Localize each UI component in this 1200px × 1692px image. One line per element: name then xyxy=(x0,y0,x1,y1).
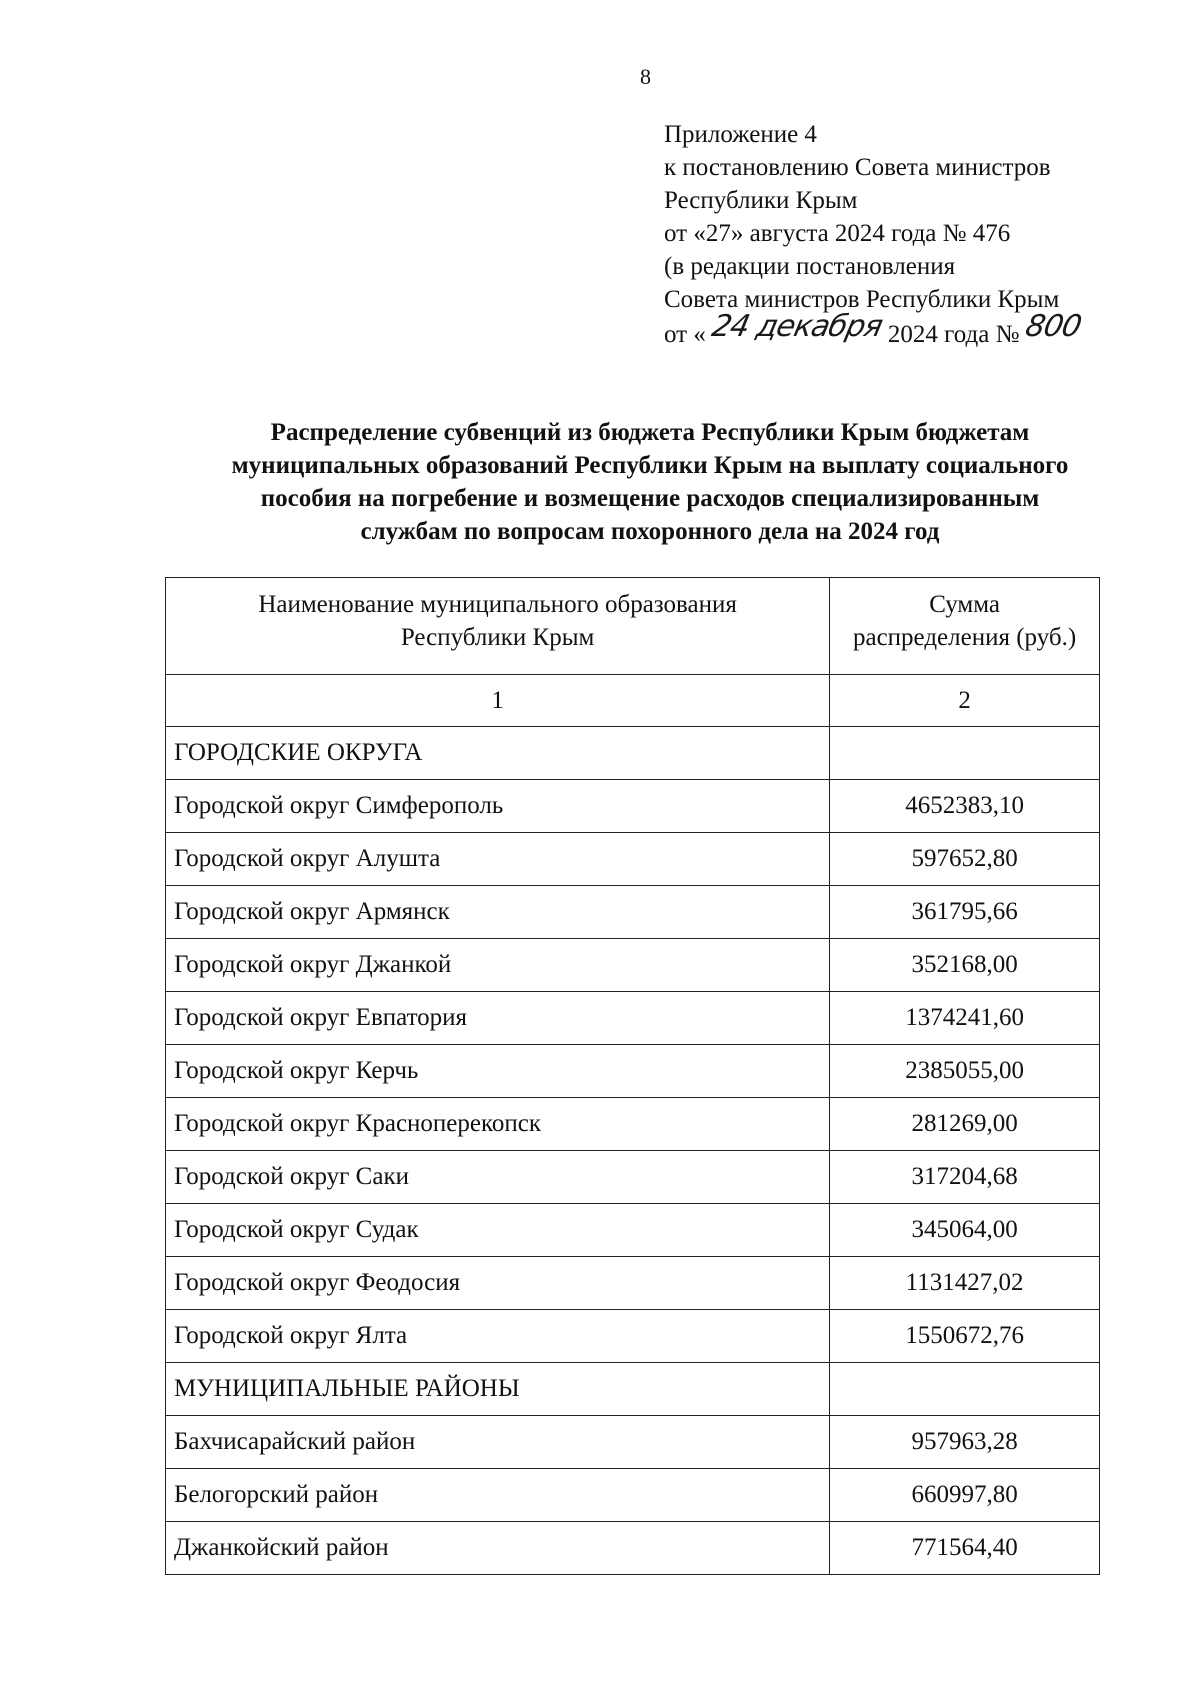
table-row xyxy=(166,1416,1100,1469)
row-name-cell: МУНИЦИПАЛЬНЫЕ РАЙОНЫ xyxy=(166,1363,830,1416)
table-row xyxy=(166,1151,1100,1204)
handwritten-date: 24 декабря xyxy=(708,309,886,344)
row-name-cell: Городской округ Евпатория xyxy=(166,992,830,1045)
annex-line-5: (в редакции постановления xyxy=(664,253,956,280)
column-number-row xyxy=(166,675,1100,727)
row-sum-cell: 660997,80 xyxy=(830,1469,1100,1522)
row-sum-cell: 1374241,60 xyxy=(830,992,1100,1045)
table-row xyxy=(166,1204,1100,1257)
title-line-3: пособия на погребение и возмещение расходов специализированным xyxy=(260,485,1040,512)
annex-line-4: от «27» августа 2024 года № 476 xyxy=(664,220,1011,247)
annex-line-3: Республики Крым xyxy=(664,187,858,214)
row-name-cell: Городской округ Джанкой xyxy=(166,939,830,992)
row-sum-cell: 317204,68 xyxy=(830,1151,1100,1204)
row-sum-cell xyxy=(830,1363,1100,1416)
table-row xyxy=(166,1363,1100,1416)
header-sum-line-1: Сумма xyxy=(929,591,1000,618)
table-row xyxy=(166,1098,1100,1151)
handwritten-number: 800 xyxy=(1021,309,1084,344)
annex-line-7 xyxy=(664,309,1092,351)
table-row xyxy=(166,833,1100,886)
row-name-cell: Городской округ Феодосия xyxy=(166,1257,830,1310)
row-name-cell: Городской округ Симферополь xyxy=(166,780,830,833)
annex-line-7-prefix: от « xyxy=(664,321,706,348)
table-header-row xyxy=(166,578,1100,675)
row-name-cell: Городской округ Керчь xyxy=(166,1045,830,1098)
row-sum-cell: 352168,00 xyxy=(830,939,1100,992)
row-name-cell: Городской округ Судак xyxy=(166,1204,830,1257)
row-sum-cell xyxy=(830,727,1100,780)
row-name-cell: Бахчисарайский район xyxy=(166,1416,830,1469)
row-sum-cell: 957963,28 xyxy=(830,1416,1100,1469)
table-row xyxy=(166,1257,1100,1310)
table-row xyxy=(166,780,1100,833)
page-number: 8 xyxy=(640,64,651,89)
table-row xyxy=(166,886,1100,939)
row-sum-cell: 597652,80 xyxy=(830,833,1100,886)
table-row xyxy=(166,1522,1100,1575)
header-name-line-2: Республики Крым xyxy=(400,624,595,651)
table-row xyxy=(166,992,1100,1045)
column-number-2: 2 xyxy=(830,675,1100,727)
row-sum-cell: 281269,00 xyxy=(830,1098,1100,1151)
row-name-cell: Городской округ Ялта xyxy=(166,1310,830,1363)
row-name-cell: Городской округ Красноперекопск xyxy=(166,1098,830,1151)
row-sum-cell: 345064,00 xyxy=(830,1204,1100,1257)
row-name-cell: Городской округ Саки xyxy=(166,1151,830,1204)
table-row xyxy=(166,1310,1100,1363)
annex-line-6: Совета министров Республики Крым xyxy=(664,286,1060,313)
row-sum-cell: 361795,66 xyxy=(830,886,1100,939)
title-line-1: Распределение субвенций из бюджета Республики Крым бюджетам xyxy=(270,419,1030,446)
row-sum-cell: 1131427,02 xyxy=(830,1257,1100,1310)
annex-line-1: Приложение 4 xyxy=(664,121,817,148)
row-name-cell: Городской округ Алушта xyxy=(166,833,830,886)
title-line-2: муниципальных образований Республики Крым на выплату социального xyxy=(231,452,1069,479)
row-sum-cell: 1550672,76 xyxy=(830,1310,1100,1363)
header-sum-line-2: распределения (руб.) xyxy=(852,624,1077,651)
header-sum-cell xyxy=(830,578,1100,675)
row-sum-cell: 771564,40 xyxy=(830,1522,1100,1575)
allocation-table xyxy=(165,577,1100,1575)
annex-header xyxy=(664,118,1092,351)
row-sum-cell: 2385055,00 xyxy=(830,1045,1100,1098)
table-row xyxy=(166,727,1100,780)
table-row xyxy=(166,1045,1100,1098)
table-row xyxy=(166,1469,1100,1522)
column-number-1: 1 xyxy=(166,675,830,727)
row-name-cell: Джанкойский район xyxy=(166,1522,830,1575)
title-line-4: службам по вопросам похоронного дела на 2024 год xyxy=(360,518,940,545)
row-name-cell: Городской округ Армянск xyxy=(166,886,830,939)
row-name-cell: Белогорский район xyxy=(166,1469,830,1522)
header-name-line-1: Наименование муниципального образования xyxy=(258,591,737,618)
table-row xyxy=(166,939,1100,992)
row-sum-cell: 4652383,10 xyxy=(830,780,1100,833)
row-name-cell: ГОРОДСКИЕ ОКРУГА xyxy=(166,727,830,780)
header-name-cell xyxy=(166,578,830,675)
annex-line-7-middle: 2024 года № xyxy=(887,321,1020,348)
annex-line-2: к постановлению Совета министров xyxy=(664,154,1051,181)
document-title xyxy=(120,416,1180,548)
